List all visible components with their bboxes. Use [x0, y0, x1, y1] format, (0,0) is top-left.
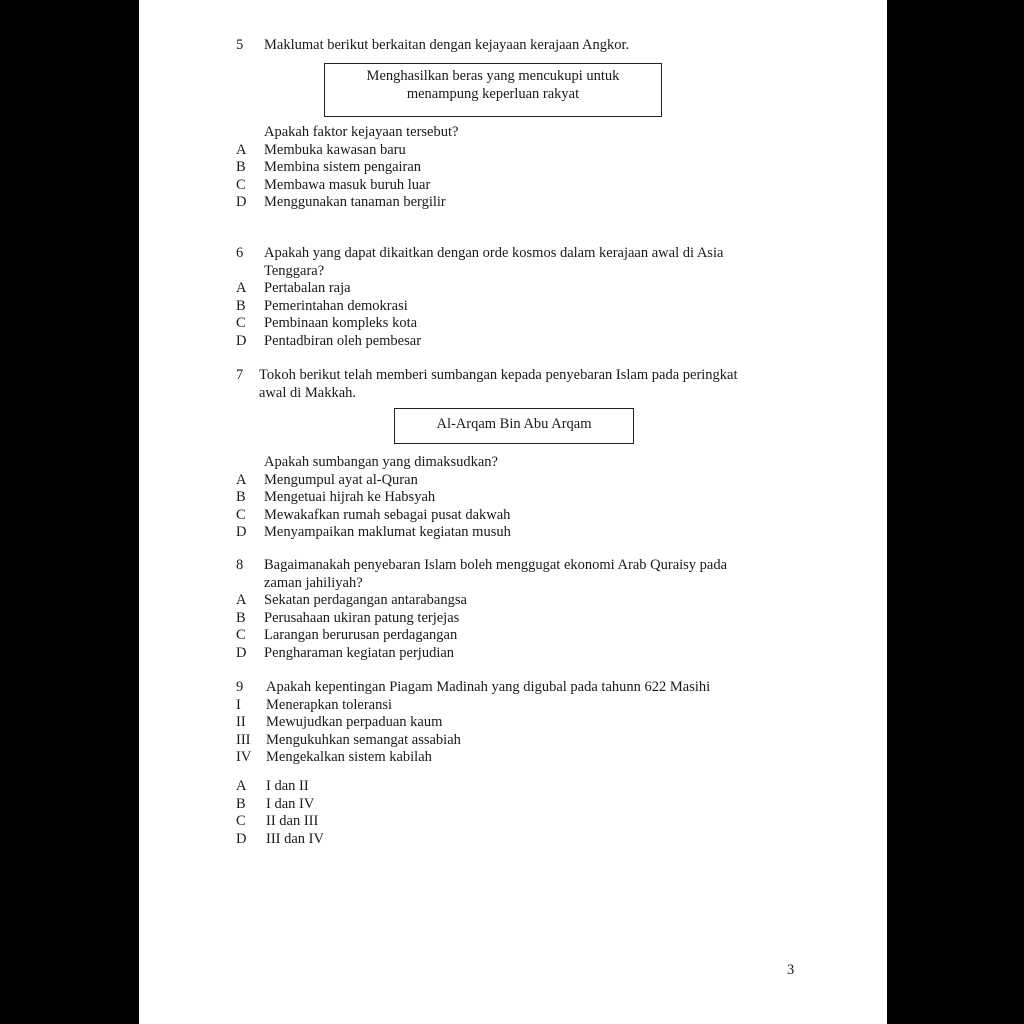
option-text: Mengumpul ayat al-Quran [264, 471, 418, 488]
info-box [394, 408, 634, 444]
option-text: I dan IV [266, 795, 315, 812]
question-stem: Bagaimanakah penyebaran Islam boleh menggugat ekonomi Arab Quraisy pada [264, 557, 728, 573]
option-text: Menggunakan tanaman bergilir [264, 194, 446, 210]
question-5-options [139, 124, 887, 212]
option-letter: D [236, 644, 247, 661]
statement-numeral: IV [236, 749, 252, 765]
option-text: Larangan berurusan perdagangan [264, 627, 458, 643]
option-text: I dan II [266, 778, 309, 794]
option-text: Pemerintahan demokrasi [264, 297, 408, 314]
question-stem: Tokoh berikut telah memberi sumbangan kepada penyebaran Islam pada peringkat [259, 367, 738, 383]
info-box [324, 63, 662, 117]
question-stem: Maklumat berikut berkaitan dengan kejayaan kerajaan Angkor. [264, 37, 630, 53]
question-9 [139, 679, 887, 767]
option-letter: A [236, 471, 247, 488]
option-letter: C [236, 506, 246, 523]
question-number: 7 [236, 367, 244, 383]
option-letter: D [236, 830, 247, 847]
option-letter: B [236, 609, 246, 626]
statement-text: Mengukuhkan semangat assabiah [266, 731, 461, 748]
option-letter: A [236, 592, 247, 608]
question-number: 8 [236, 557, 244, 573]
statement-numeral: II [236, 714, 246, 730]
info-box-line: Menghasilkan beras yang mencukupi untuk [366, 68, 620, 84]
option-letter: C [236, 176, 246, 193]
option-text: II dan III [266, 813, 319, 829]
question-stem: Apakah yang dapat dikaitkan dengan orde kosmos dalam kerajaan awal di Asia [264, 245, 724, 261]
question-number: 9 [236, 679, 244, 695]
option-text: Membina sistem pengairan [264, 159, 422, 175]
statement-text: Mewujudkan perpaduan kaum [266, 714, 443, 730]
option-text: Membuka kawasan baru [264, 141, 406, 158]
info-box-line: menampung keperluan rakyat [406, 85, 580, 102]
statement-text: Menerapkan toleransi [266, 696, 393, 713]
page-number: 3 [787, 962, 795, 978]
option-letter: D [236, 332, 247, 349]
option-letter: A [236, 141, 247, 158]
question-stem: Apakah kepentingan Piagam Madinah yang digubal pada tahunn 622 Masihi [266, 679, 711, 695]
option-text: Perusahaan ukiran patung terjejas [264, 609, 460, 626]
option-text: Membawa masuk buruh luar [264, 176, 431, 193]
option-text: Pentadbiran oleh pembesar [264, 332, 422, 349]
option-letter: B [236, 159, 246, 175]
question-prompt: Apakah faktor kejayaan tersebut? [264, 124, 459, 140]
question-6 [139, 245, 887, 350]
question-7 [139, 367, 887, 402]
option-letter: C [236, 315, 246, 331]
question-number: 6 [236, 245, 244, 261]
option-letter: A [236, 778, 247, 794]
option-text: Pembinaan kompleks kota [264, 315, 418, 331]
question-number: 5 [236, 37, 244, 53]
option-text: Pengharaman kegiatan perjudian [264, 644, 455, 661]
question-stem: zaman jahiliyah? [264, 574, 363, 591]
question-9-options [139, 778, 887, 848]
option-letter: B [236, 297, 246, 314]
option-letter: D [236, 194, 247, 210]
statement-text: Mengekalkan sistem kabilah [266, 749, 432, 765]
option-letter: D [236, 524, 247, 540]
option-letter: B [236, 795, 246, 812]
option-letter: C [236, 813, 246, 829]
option-letter: C [236, 627, 246, 643]
exam-page [139, 0, 887, 1024]
statement-numeral: I [236, 696, 241, 713]
question-8 [139, 557, 887, 662]
option-text: III dan IV [266, 830, 324, 847]
option-letter: A [236, 280, 247, 296]
info-box-line: Al-Arqam Bin Abu Arqam [436, 416, 592, 432]
option-text: Mengetuai hijrah ke Habsyah [264, 489, 436, 505]
option-text: Pertabalan raja [264, 280, 351, 296]
question-5 [139, 37, 887, 55]
statement-numeral: III [236, 731, 251, 748]
option-text: Sekatan perdagangan antarabangsa [264, 592, 467, 608]
option-text: Mewakafkan rumah sebagai pusat dakwah [264, 506, 511, 523]
question-prompt: Apakah sumbangan yang dimaksudkan? [264, 454, 498, 470]
option-text: Menyampaikan maklumat kegiatan musuh [264, 524, 511, 540]
option-letter: B [236, 489, 246, 505]
question-stem: awal di Makkah. [259, 384, 357, 401]
question-stem: Tenggara? [264, 262, 325, 279]
question-7-options [139, 454, 887, 542]
